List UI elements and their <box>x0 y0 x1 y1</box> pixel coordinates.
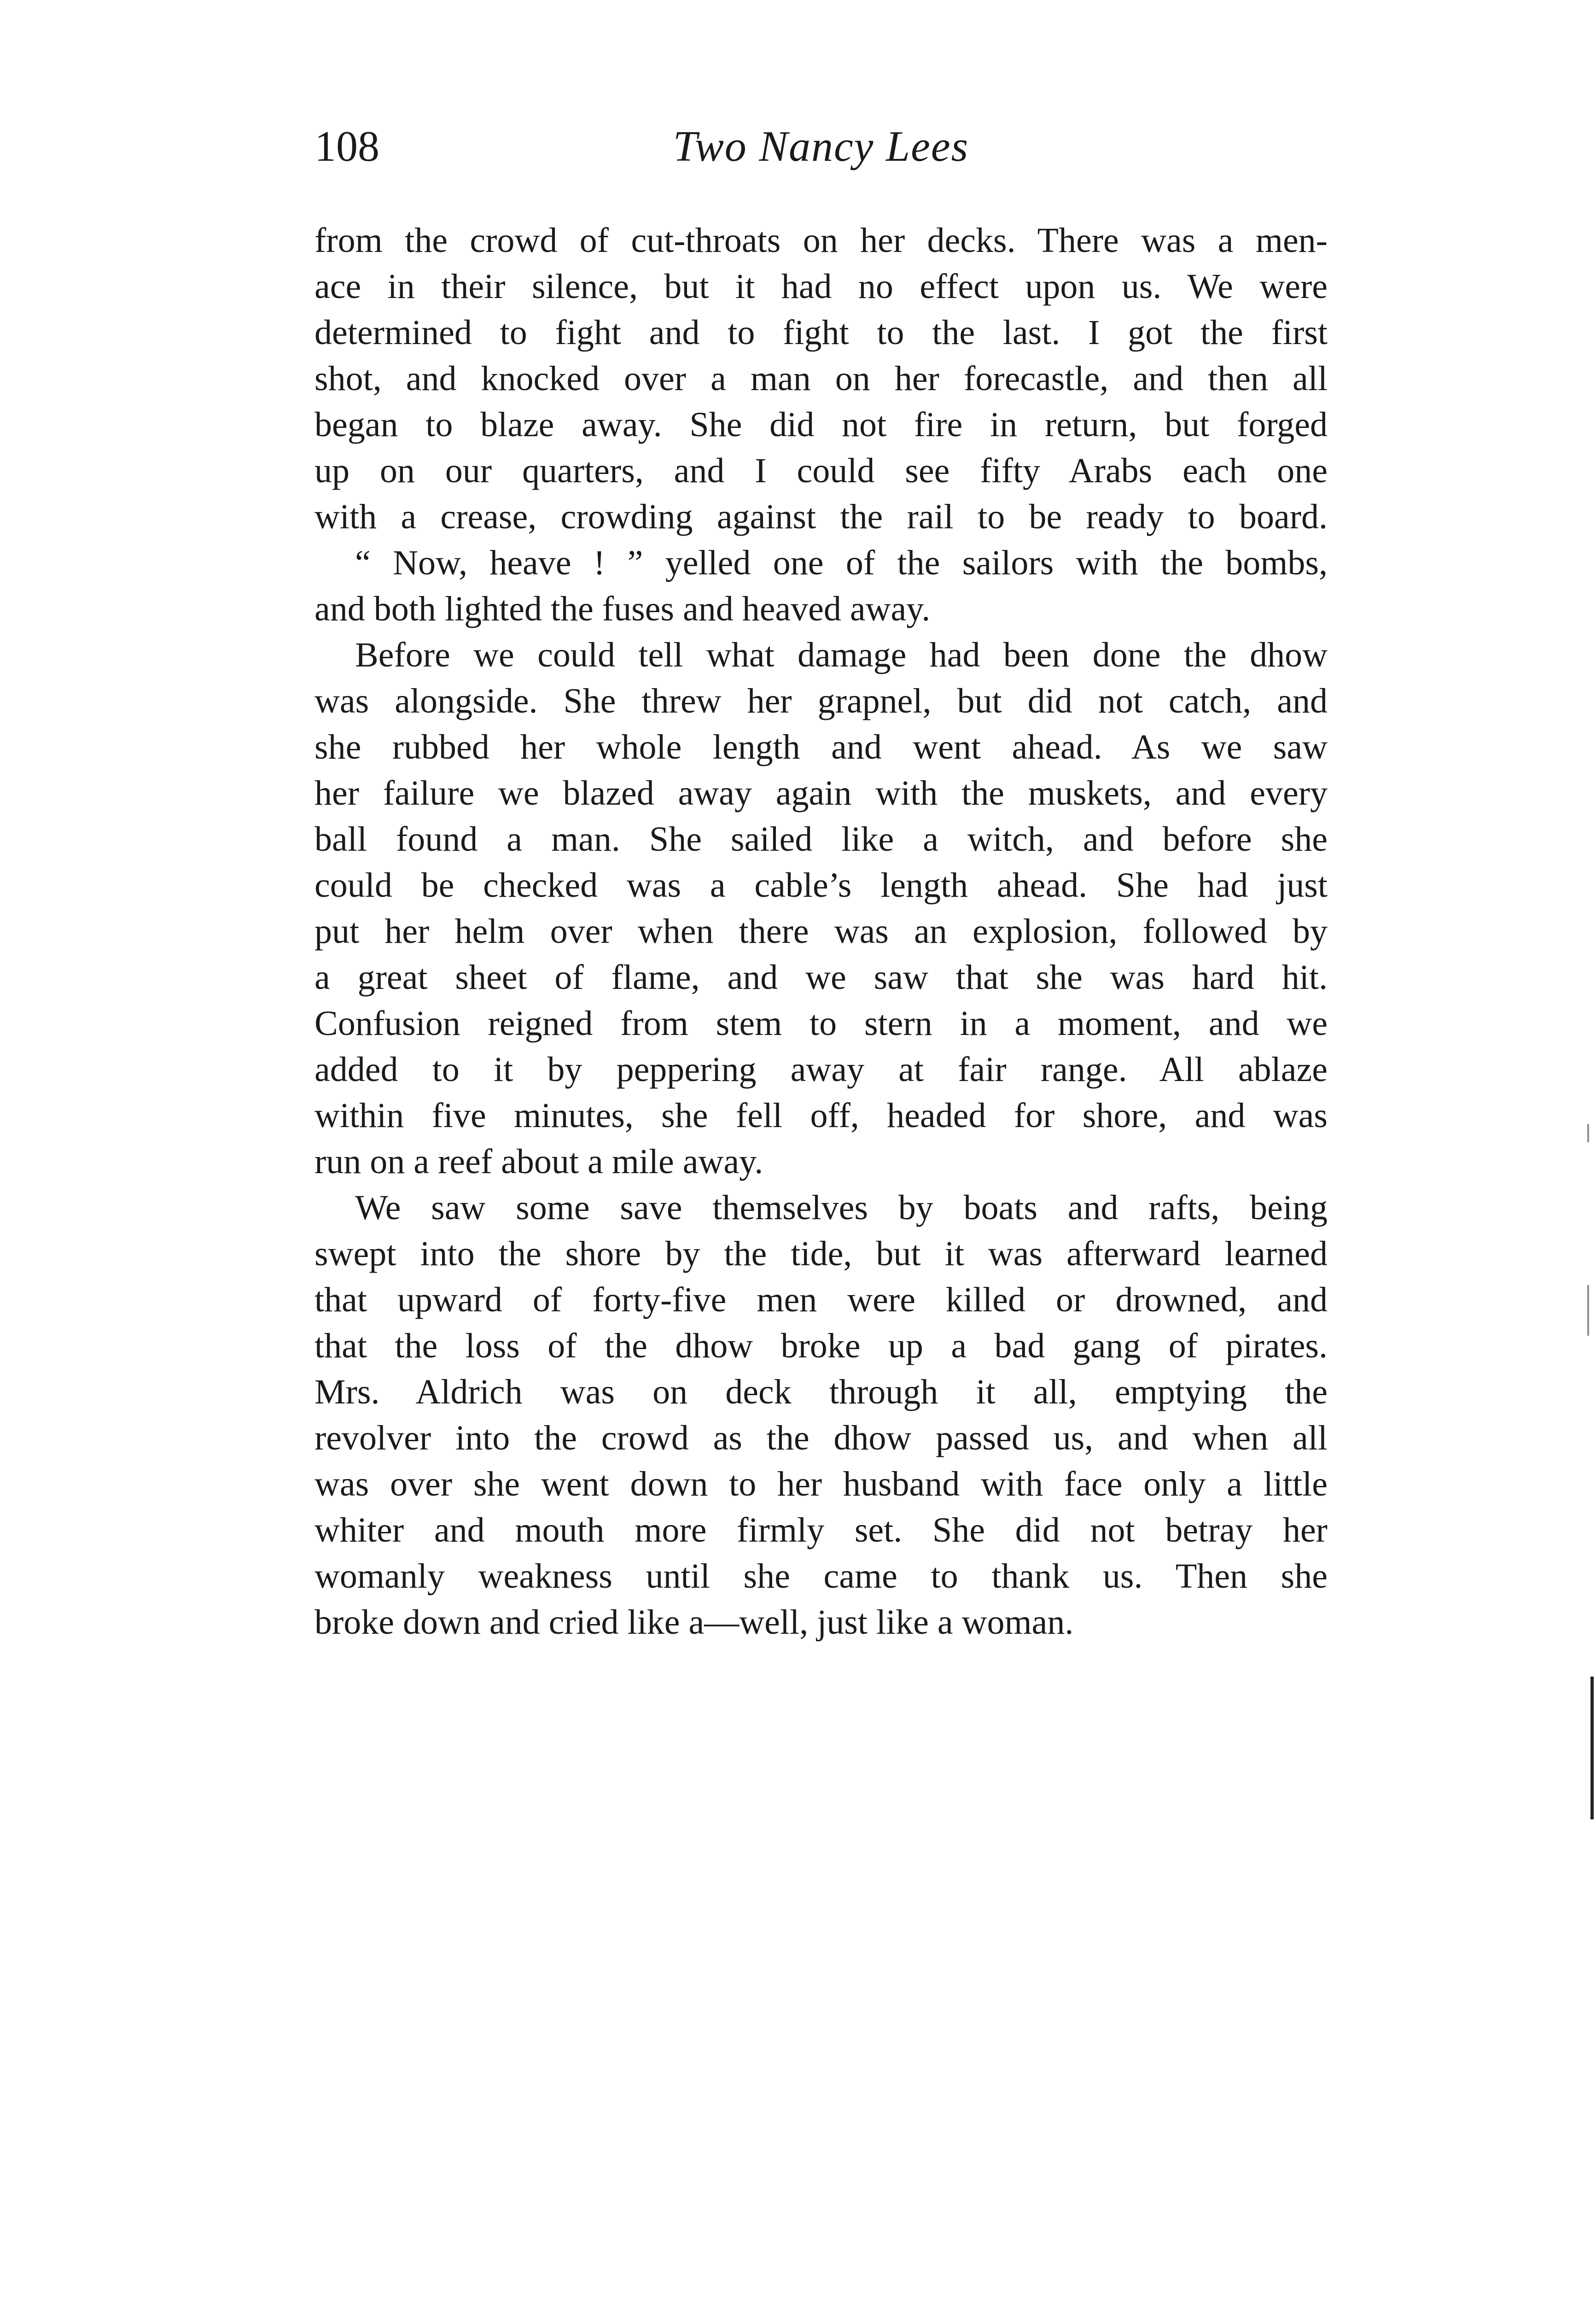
text-line: broke down and cried like a—well, just like a woman. <box>315 1603 1074 1642</box>
text-line: from the crowd of cut-throats on her decks. There was a men- <box>315 221 1328 260</box>
text-line: up on our quarters, and I could see fifty Arabs each one <box>315 451 1328 490</box>
text-line: Mrs. Aldrich was on deck through it all, emptying the <box>315 1373 1328 1411</box>
text-line: within five minutes, she fell off, headed for shore, and was <box>315 1096 1328 1135</box>
text-line: “ Now, heave ! ” yelled one of the sailors with the bombs, <box>355 544 1328 582</box>
text-line: that upward of forty-five men were killed or drowned, and <box>315 1280 1328 1319</box>
text-line: was over she went down to her husband with face only a little <box>315 1465 1328 1503</box>
paragraph-1 <box>315 217 1328 540</box>
text-line: swept into the shore by the tide, but it was afterward learned <box>315 1234 1328 1273</box>
text-line: could be checked was a cable’s length ahead. She had just <box>315 866 1328 905</box>
running-head-title: Two Nancy Lees <box>673 123 969 170</box>
text-line: and both lighted the fuses and heaved away. <box>315 590 931 628</box>
text-line: put her helm over when there was an explosion, followed by <box>315 912 1328 951</box>
text-line: was alongside. She threw her grapnel, but did not catch, and <box>315 682 1328 720</box>
text-line: with a crease, crowding against the rail to be ready to board. <box>315 497 1328 536</box>
paragraph-4 <box>315 1185 1328 1645</box>
text-line: she rubbed her whole length and went ahead. As we saw <box>315 728 1328 766</box>
text-line: ace in their silence, but it had no effect upon us. We were <box>315 267 1328 306</box>
text-line: added to it by peppering away at fair range. All ablaze <box>315 1050 1328 1089</box>
scan-edge-mark <box>1587 1124 1589 1142</box>
text-line: ball found a man. She sailed like a witch, and before she <box>315 820 1328 859</box>
text-line: womanly weakness until she came to thank us. Then she <box>315 1557 1328 1596</box>
page-number: 108 <box>315 123 379 170</box>
text-line: Confusion reigned from stem to stern in a moment, and we <box>315 1004 1328 1043</box>
paragraph-2 <box>315 540 1328 632</box>
paragraph-3 <box>315 632 1328 1185</box>
scan-edge-mark <box>1587 1285 1589 1336</box>
text-line: determined to fight and to fight to the last. I got the first <box>315 313 1328 352</box>
text-line: her failure we blazed away again with the muskets, and every <box>315 774 1328 812</box>
text-line: revolver into the crowd as the dhow passed us, and when all <box>315 1419 1328 1457</box>
text-line: whiter and mouth more firmly set. She did not betray her <box>315 1511 1328 1549</box>
text-line: Before we could tell what damage had been done the dhow <box>355 636 1328 674</box>
text-line: shot, and knocked over a man on her forecastle, and then all <box>315 359 1328 398</box>
text-line: began to blaze away. She did not fire in return, but forged <box>315 405 1328 444</box>
text-line: run on a reef about a mile away. <box>315 1142 763 1181</box>
scan-edge-mark <box>1590 1677 1594 1819</box>
text-line: We saw some save themselves by boats and rafts, being <box>355 1188 1328 1227</box>
text-line: a great sheet of flame, and we saw that she was hard hit. <box>315 958 1328 997</box>
body-text <box>315 217 1328 1645</box>
page-header <box>315 119 1328 174</box>
text-line: that the loss of the dhow broke up a bad gang of pirates. <box>315 1327 1328 1365</box>
